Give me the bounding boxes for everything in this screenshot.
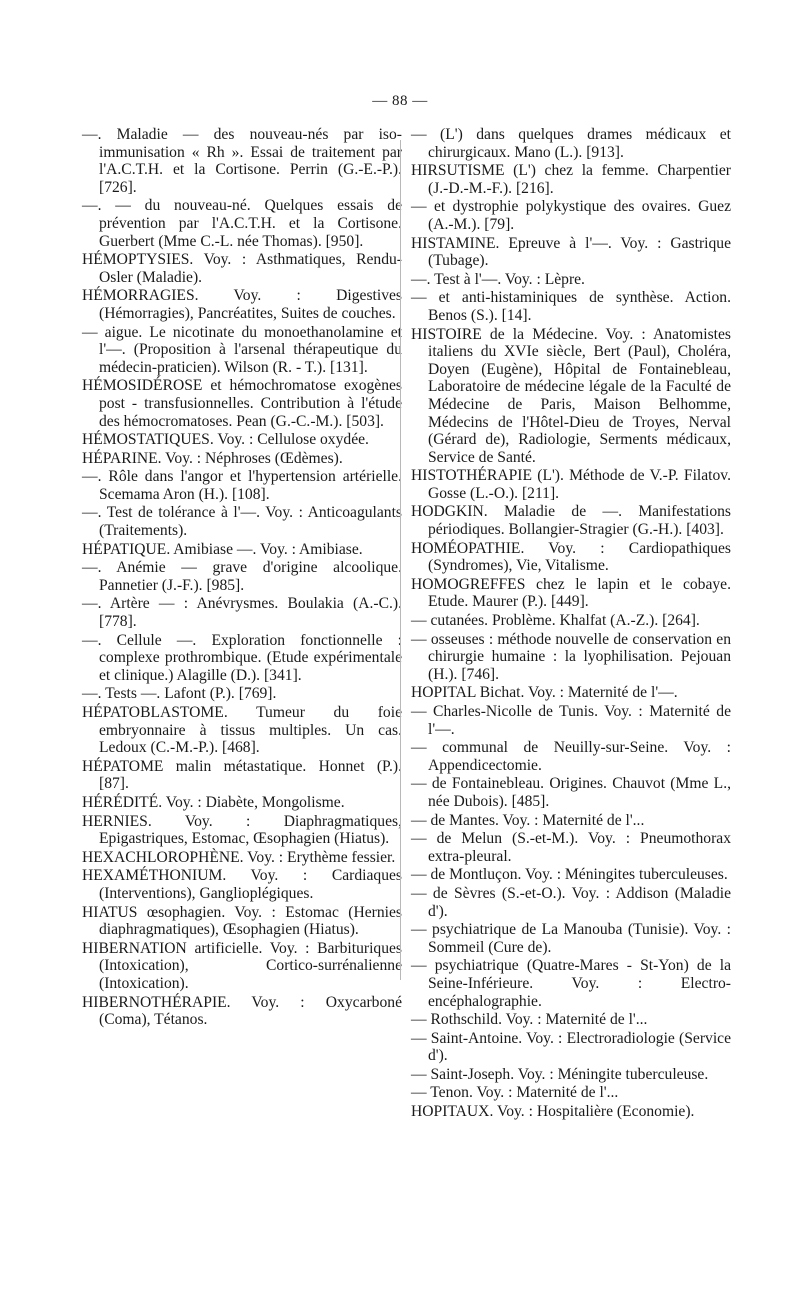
index-entry: HÉPARINE. Voy. : Néphroses (Œdèmes). <box>82 449 343 467</box>
index-entry: HÉRÉDITÉ. Voy. : Diabète, Mongolisme. <box>82 793 345 811</box>
index-entry: —. Artère — : Anévrysmes. Boulakia (A.-C.). [778]. <box>82 595 402 631</box>
index-entry: HEXACHLOROPHÈNE. Voy. : Erythème fessier. <box>82 848 396 866</box>
index-entry: HIBERNATION artificielle. Voy. : Barbituriques (Intoxication), Cortico-surrénalienne (Intoxication). <box>82 939 402 992</box>
index-entry: — Charles-Nicolle de Tunis. Voy. : Maternité de l'—. <box>411 703 731 738</box>
index-entry: — aigue. Le nicotinate du monoethanolamine et l'—. (Proposition à l'arsenal thérapeutique du médecin-praticien). Wilson (R. - T.). [131]. <box>82 323 402 376</box>
index-entry: HODGKIN. Maladie de —. Manifestations périodiques. Bollangier-Stragier (G.-H.). [403]. <box>411 503 731 539</box>
index-entry: — Saint-Antoine. Voy. : Electroradiologie (Service d'). <box>411 1029 731 1065</box>
index-entry: HERNIES. Voy. : Diaphragmatiques, Epigastriques, Estomac, Œsophagien (Hiatus). <box>82 812 402 848</box>
index-entry: HÉPATIQUE. Amibiase —. Voy. : Amibiase. <box>82 540 363 558</box>
index-entry: — et dystrophie polykystique des ovaires. Guez (A.-M.). [79]. <box>411 198 731 233</box>
page-number: — 88 — <box>372 93 428 109</box>
index-entry: — de Sèvres (S.-et-O.). Voy. : Addison (Maladie d'). <box>411 884 731 920</box>
index-entry: —. Test de tolérance à l'—. Voy. : Anticoagulants (Traitements). <box>82 504 402 540</box>
index-entry: — cutanées. Problème. Khalfat (A.-Z.). [264]. <box>411 612 700 630</box>
index-entry: HÉPATOBLASTOME. Tumeur du foie embryonnaire à tissus multiples. Un cas. Ledoux (C.-M.-P.). [468]. <box>82 704 402 757</box>
index-entry: —. Test à l'—. Voy. : Lèpre. <box>411 270 585 288</box>
index-entry: — de Melun (S.-et-M.). Voy. : Pneumothorax extra-pleural. <box>411 830 731 865</box>
left-column <box>82 126 402 1030</box>
index-entry: — psychiatrique de La Manouba (Tunisie). Voy. : Sommeil (Cure de). <box>411 921 731 956</box>
right-column <box>411 126 731 1122</box>
index-entry: HÉMOSTATIQUES. Voy. : Cellulose oxydée. <box>82 431 369 449</box>
index-entry: HÉPATOME malin métastatique. Honnet (P.). [87]. <box>82 757 402 793</box>
index-entry: HOPITAUX. Voy. : Hospitalière (Economie). <box>411 1103 695 1121</box>
column-divider <box>400 140 401 980</box>
index-entry: HOMÉOPATHIE. Voy. : Cardiopathiques (Syndromes), Vie, Vitalisme. <box>411 539 731 575</box>
index-entry: —. Cellule —. Exploration fonctionnelle : complexe prothrombique. (Etude expérimentale et clinique.) Alagille (D.). [341]. <box>82 631 402 684</box>
index-entry: HISTOIRE de la Médecine. Voy. : Anatomistes italiens du XVIe siècle, Bert (Paul), Choléra, Doyen (Eugène), Hôpital de Fontainebleau, Laboratoire de médecine légale de la Faculté de Médecine de Paris, Maison Belhomme, Médecins de l'Hôtel-Dieu de Troyes, Nerval (Gérard de), Radiologie, Serments médicaux, Service de Santé. <box>411 325 731 466</box>
index-entry: HOPITAL Bichat. Voy. : Maternité de l'—. <box>411 684 678 702</box>
index-entry: HOMOGREFFES chez le lapin et le cobaye. Etude. Maurer (P.). [449]. <box>411 575 731 611</box>
index-entry: —. — du nouveau-né. Quelques essais de prévention par l'A.C.T.H. et la Cortisone. Guerbert (Mme C.-L. née Thomas). [950]. <box>82 197 402 250</box>
index-entry: HIATUS œsophagien. Voy. : Estomac (Hernies diaphragmatiques), Œsophagien (Hiatus). <box>82 903 402 939</box>
index-entry: —. Maladie — des nouveau-nés par iso-immunisation « Rh ». Essai de traitement par l'A.C.T.H. et la Cortisone. Perrin (G.-E.-P.). [726]. <box>82 126 402 196</box>
index-entry: — communal de Neuilly-sur-Seine. Voy. : Appendicectomie. <box>411 739 731 774</box>
index-entry: HÉMOPTYSIES. Voy. : Asthmatiques, Rendu-Osler (Maladie). <box>82 251 402 286</box>
index-entry: — psychiatrique (Quatre-Mares - St-Yon) de la Seine-Inférieure. Voy. : Electro-encéphalographie. <box>411 957 731 1010</box>
index-entry: —. Tests —. Lafont (P.). [769]. <box>82 685 277 703</box>
index-entry: —. Rôle dans l'angor et l'hypertension artérielle. Scemama Aron (H.). [108]. <box>82 468 402 503</box>
index-entry: HISTAMINE. Epreuve à l'—. Voy. : Gastrique (Tubage). <box>411 234 731 270</box>
index-entry: HÉMOSIDÉROSE et hémochromatose exogènes post - transfusionnelles. Contribution à l'étude des hémocromatoses. Pean (G.-C.-M.). [503]. <box>82 377 402 430</box>
index-entry: HIBERNOTHÉRAPIE. Voy. : Oxycarboné (Coma), Tétanos. <box>82 993 402 1029</box>
index-entry: — osseuses : méthode nouvelle de conservation en chirurgie humaine : la lyophilisation. Pejouan (H.). [746]. <box>411 630 731 683</box>
index-entry: HEXAMÉTHONIUM. Voy. : Cardiaques (Interventions), Ganglioplégiques. <box>82 867 402 902</box>
index-entry: — de Mantes. Voy. : Maternité de l'... <box>411 811 645 829</box>
index-entry: HISTOTHÉRAPIE (L'). Méthode de V.-P. Filatov. Gosse (L.-O.). [211]. <box>411 467 731 502</box>
index-entry: — Tenon. Voy. : Maternité de l'... <box>411 1084 619 1102</box>
index-entry: — de Montluçon. Voy. : Méningites tuberculeuses. <box>411 866 728 884</box>
index-entry: — et anti-histaminiques de synthèse. Action. Benos (S.). [14]. <box>411 289 731 324</box>
index-entry: — Saint-Joseph. Voy. : Méningite tuberculeuse. <box>411 1065 709 1083</box>
index-entry: — Rothschild. Voy. : Maternité de l'... <box>411 1011 648 1029</box>
index-entry: HÉMORRAGIES. Voy. : Digestives (Hémorragies), Pancréatites, Suites de couches. <box>82 287 402 322</box>
index-entry: HIRSUTISME (L') chez la femme. Charpentier (J.-D.-M.-F.). [216]. <box>411 162 731 197</box>
index-entry: —. Anémie — grave d'origine alcoolique. Pannetier (J.-F.). [985]. <box>82 559 402 594</box>
index-entry: — de Fontainebleau. Origines. Chauvot (Mme L., née Dubois). [485]. <box>411 775 731 810</box>
index-entry: — (L') dans quelques drames médicaux et chirurgicaux. Mano (L.). [913]. <box>411 126 731 161</box>
